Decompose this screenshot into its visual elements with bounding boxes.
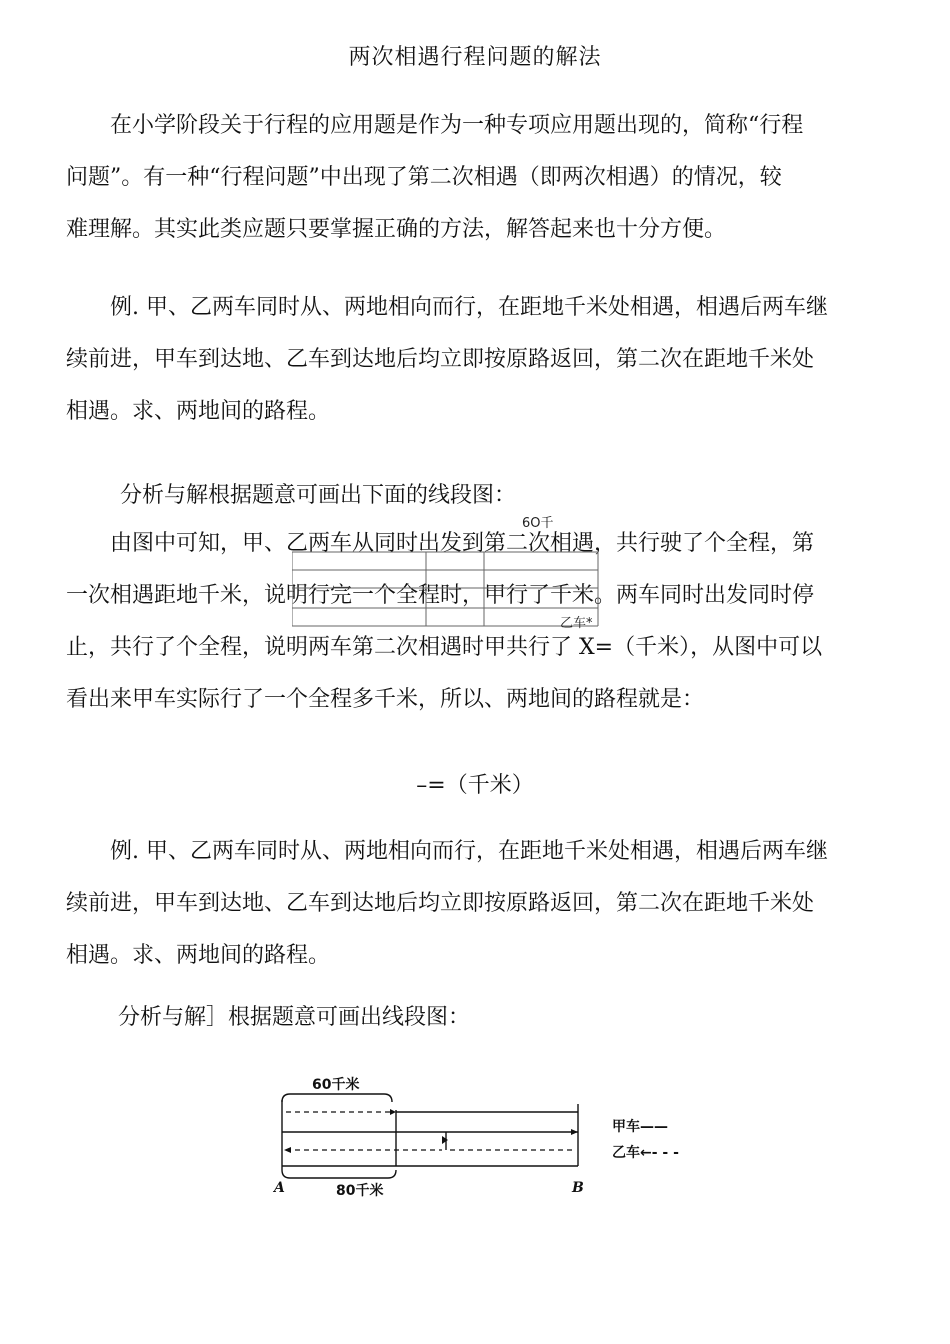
legend-jia: 甲车——: [612, 1119, 668, 1135]
analysis-2-heading: 分析与解］根据题意可画出线段图：: [118, 1005, 471, 1030]
diagram-lines: [266, 1070, 706, 1210]
text-line: 例. 甲、乙两车同时从、两地相向而行，在距地千米处相遇，相遇后两车继: [110, 839, 828, 864]
example-1-paragraph: [66, 282, 886, 438]
text-line: 续前进，甲车到达地、乙车到达地后均立即按原路返回，第二次在距地千米处: [66, 891, 815, 916]
diagram-bottom-label: 80千米: [336, 1183, 384, 1199]
intro-paragraph: [66, 100, 886, 256]
text-line: 止，共行了个全程，说明两车第二次相遇时甲共行了 X=（千米），从图中可以: [66, 635, 823, 660]
diagram-top-label: 60千米: [312, 1077, 360, 1093]
text-line: 续前进，甲车到达地、乙车到达地后均立即按原路返回，第二次在距地千米处: [66, 347, 815, 372]
text-line: 在小学阶段关于行程的应用题是作为一种专项应用题出现的，简称“行程: [110, 113, 804, 138]
analysis-1-heading: 分析与解根据题意可画出下面的线段图：: [120, 483, 517, 508]
analysis-1-paragraph: [66, 518, 886, 726]
legend-yi: 乙车←- - -: [612, 1145, 679, 1161]
text-line: 例. 甲、乙两车同时从、两地相向而行，在距地千米处相遇，相遇后两车继: [110, 295, 828, 320]
example-2-paragraph: [66, 826, 886, 982]
text-line: 相遇。求、两地间的路程。: [66, 399, 331, 424]
ghost-top-label: 6O千: [522, 516, 554, 531]
page-title: 两次相遇行程问题的解法: [348, 45, 602, 70]
text-line: 一次相遇距地千米，说明行完一个全程时，甲行了千米。两车同时出发同时停: [66, 583, 815, 608]
text-line: 难理解。其实此类应题只要掌握正确的方法，解答起来也十分方便。: [66, 217, 727, 242]
segment-diagram: [266, 1070, 706, 1210]
formula-line: –=（千米）: [416, 773, 534, 798]
point-b-label: B: [572, 1180, 584, 1196]
text-line: 看出来甲车实际行了一个全程多千米，所以、两地间的路程就是：: [66, 687, 705, 712]
text-line: 相遇。求、两地间的路程。: [66, 943, 331, 968]
text-line: 由图中可知，甲、乙两车从同时出发到第二次相遇，共行驶了个全程，第: [110, 531, 815, 556]
point-a-label: A: [274, 1180, 285, 1196]
text-line: 问题”。有一种“行程问题”中出现了第二次相遇（即两次相遇）的情况，较: [66, 165, 782, 190]
ghost-right-label: 乙车*: [560, 616, 593, 631]
